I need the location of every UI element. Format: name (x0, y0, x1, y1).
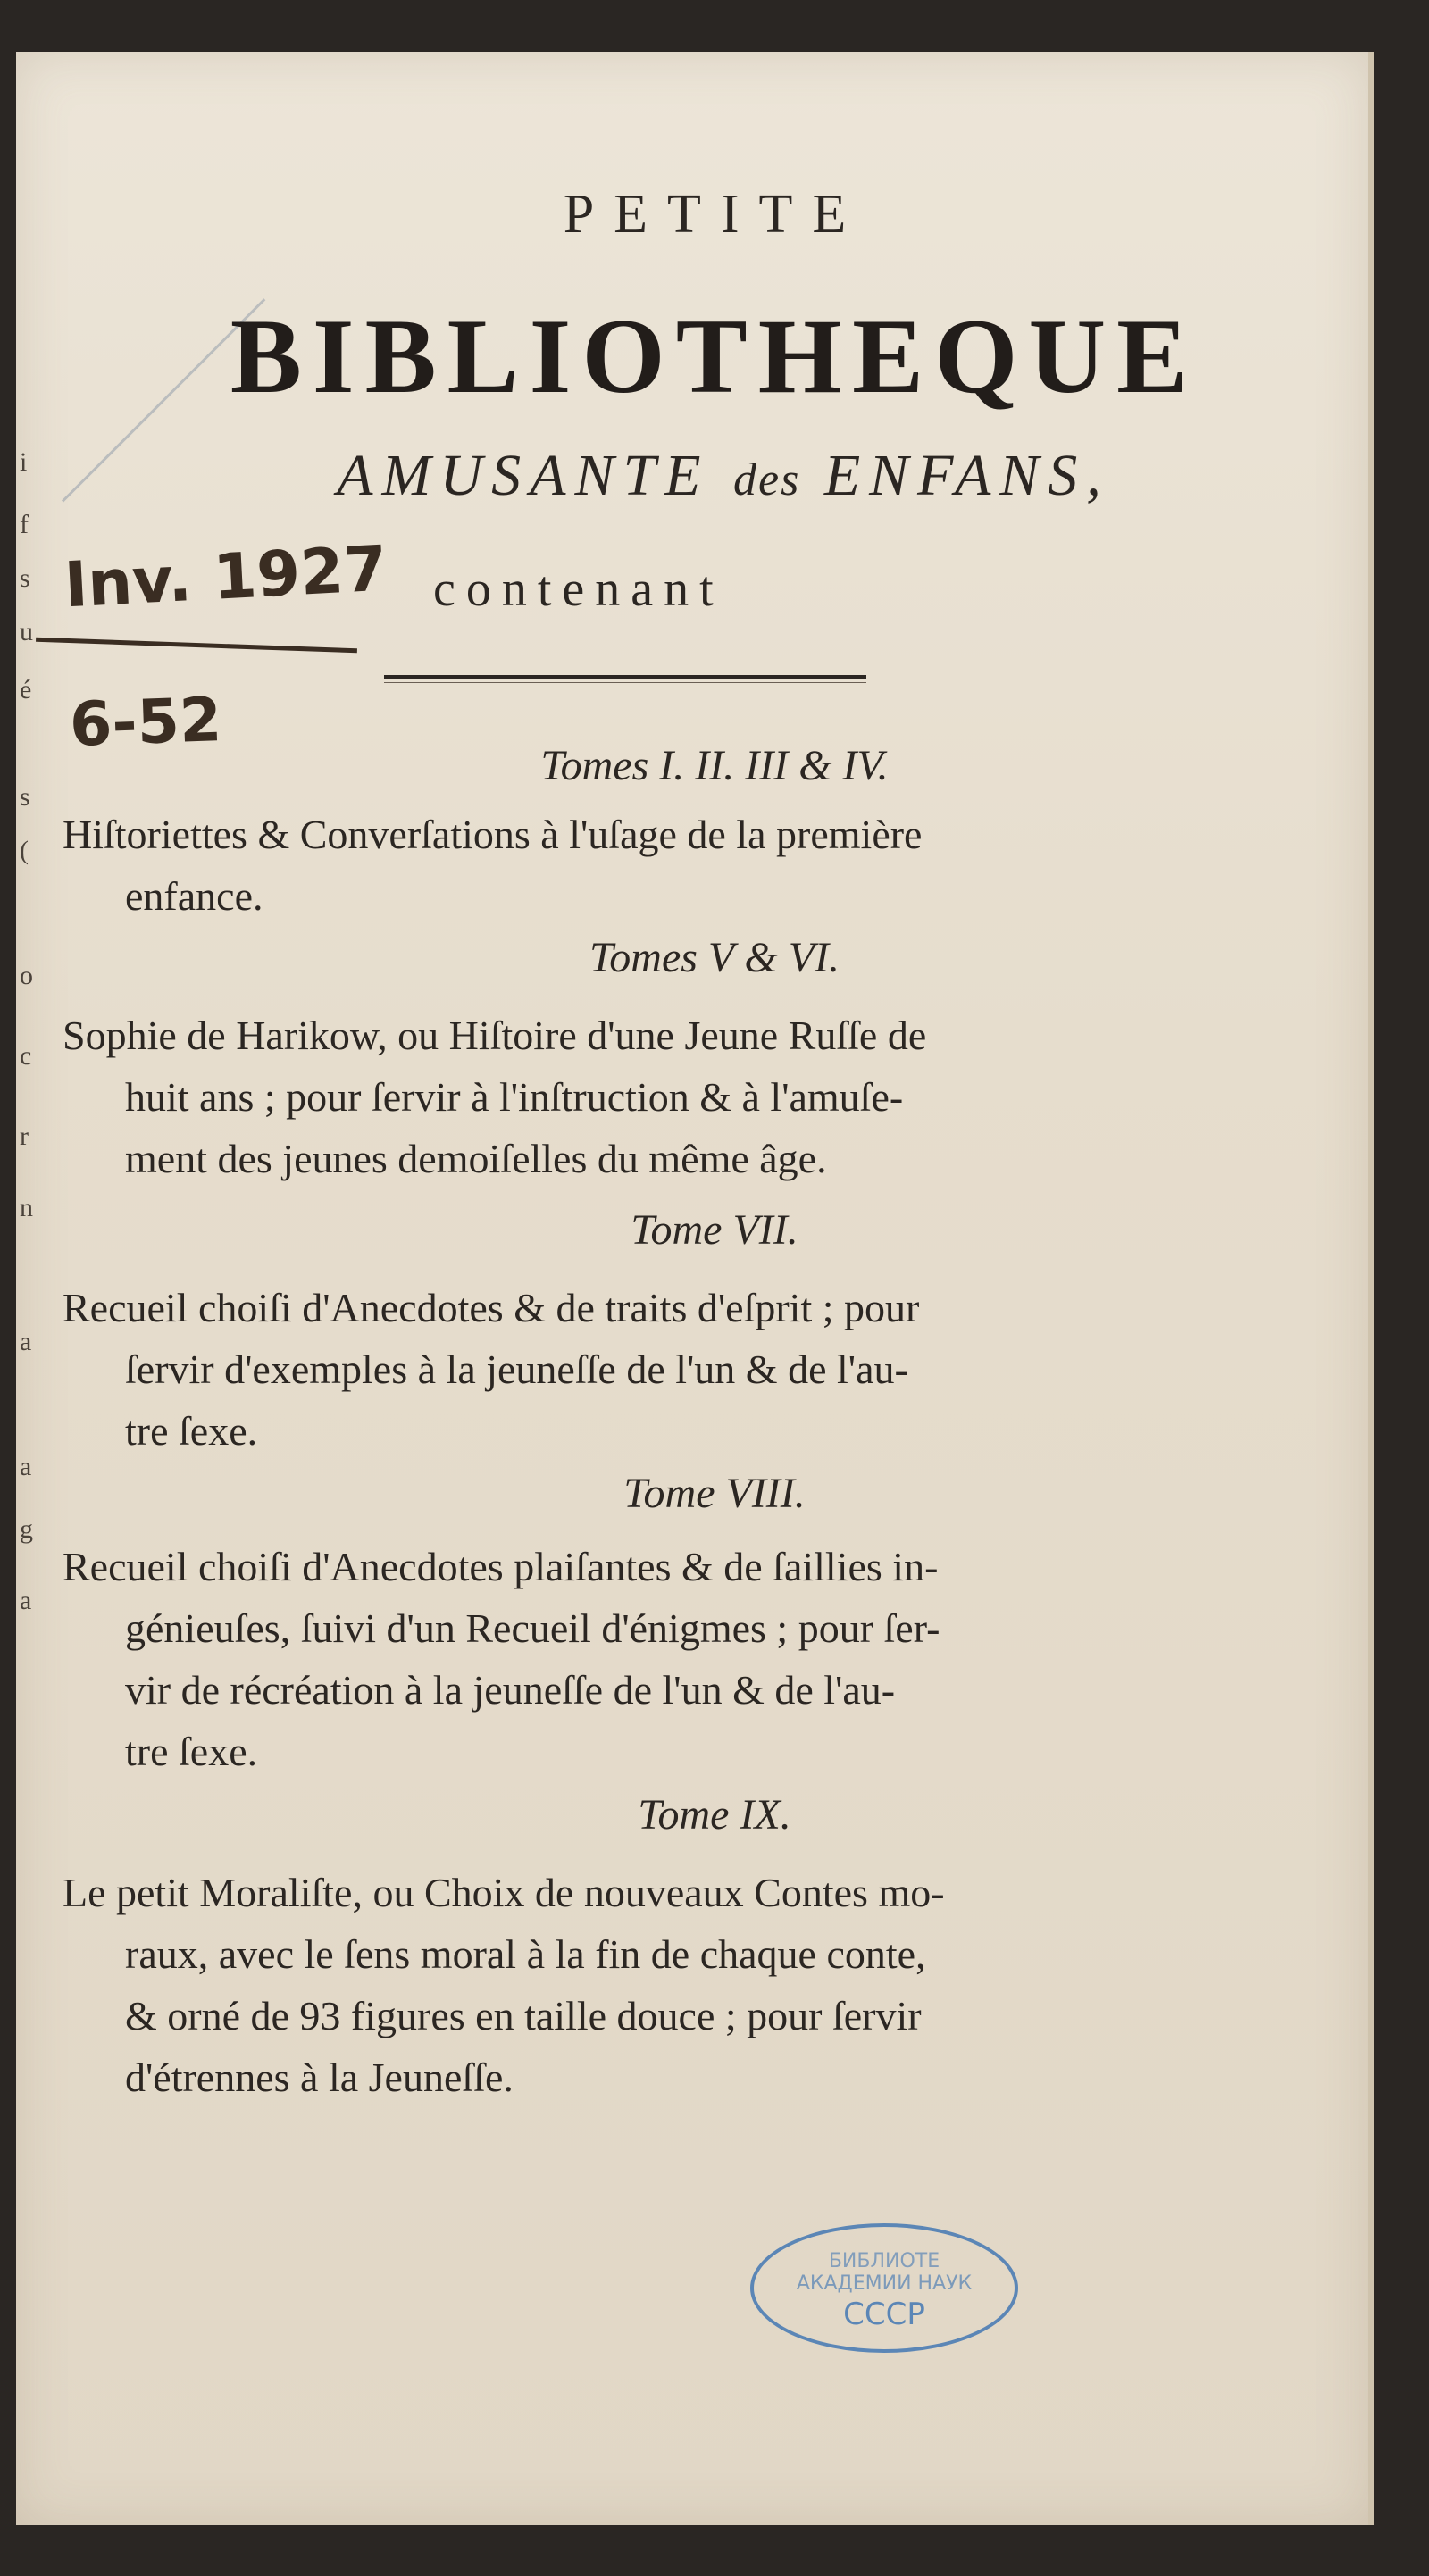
title-des: des (733, 454, 801, 505)
description-line: huit ans ; pour ſervir à l'inſtruction & à l'amuſe- (125, 1074, 904, 1120)
volume-description (63, 1005, 1215, 1189)
volume-description (63, 1277, 1215, 1462)
description-line: ment des jeunes demoiſelles du même âge. (125, 1136, 827, 1181)
volume-heading: Tome VII. (631, 1206, 798, 1254)
description-line: enfance. (125, 873, 263, 919)
description-line: vir de récréation à la jeuneſſe de l'un & de l'au- (125, 1667, 896, 1713)
description-line: Hiſtoriettes & Converſations à l'uſage de la première (63, 812, 923, 857)
library-stamp (750, 2223, 1018, 2353)
description-line: Le petit Moraliſte, ou Choix de nouveaux Contes mo- (63, 1870, 945, 1915)
volume-description (63, 1862, 1215, 2108)
volume-heading: Tomes I. II. III & IV. (540, 742, 889, 789)
description-line: & orné de 93 figures en taille douce ; pour ſervir (125, 1993, 922, 2038)
volume-description (63, 1536, 1215, 1782)
description-line: d'étrennes à la Jeuneſſe. (125, 2055, 514, 2100)
handwritten-inventory: Inv. 1927 (63, 531, 389, 622)
volume-heading: Tomes V & VI. (589, 934, 840, 981)
volume-heading: Tome IX. (638, 1791, 791, 1838)
stamp-line: СССР (843, 2297, 925, 2332)
facing-page-edge: i f s u é s ( o c r n a a g a (20, 447, 33, 1615)
title-amusante: AMUSANTE (337, 443, 710, 508)
description-line: Recueil choiſi d'Anecdotes & de traits d'eſprit ; pour (63, 1285, 920, 1330)
description-line: tre ſexe. (125, 1408, 258, 1454)
title-enfans: ENFANS, (823, 443, 1110, 508)
description-line: génieuſes, ſuivi d'un Recueil d'énigmes ; pour ſer- (125, 1605, 940, 1651)
title-contenant: contenant (433, 562, 724, 617)
description-line: ſervir d'exemples à la jeuneſſe de l'un & de l'au- (125, 1346, 908, 1392)
title-rule (384, 675, 866, 679)
stamp-line: АКАДЕМИИ НАУК (796, 2272, 973, 2295)
title-line-petite: PETITE (563, 184, 866, 245)
title-line-amusante (0, 442, 1429, 510)
volume-description (63, 804, 1215, 927)
description-line: raux, avec le ſens moral à la fin de chaque conte, (125, 1931, 926, 1977)
description-line: Recueil choiſi d'Anecdotes plaiſantes & de ſaillies in- (63, 1544, 939, 1589)
stamp-line: БИБЛИОТЕ (828, 2250, 940, 2272)
description-line: tre ſexe. (125, 1729, 258, 1774)
description-line: Sophie de Harikow, ou Hiſtoire d'une Jeune Ruſſe de (63, 1013, 927, 1058)
handwritten-number: 6-52 (68, 685, 223, 761)
volume-heading: Tome VIII. (623, 1470, 806, 1517)
title-line-bibliotheque: BIBLIOTHEQUE (230, 296, 1199, 415)
